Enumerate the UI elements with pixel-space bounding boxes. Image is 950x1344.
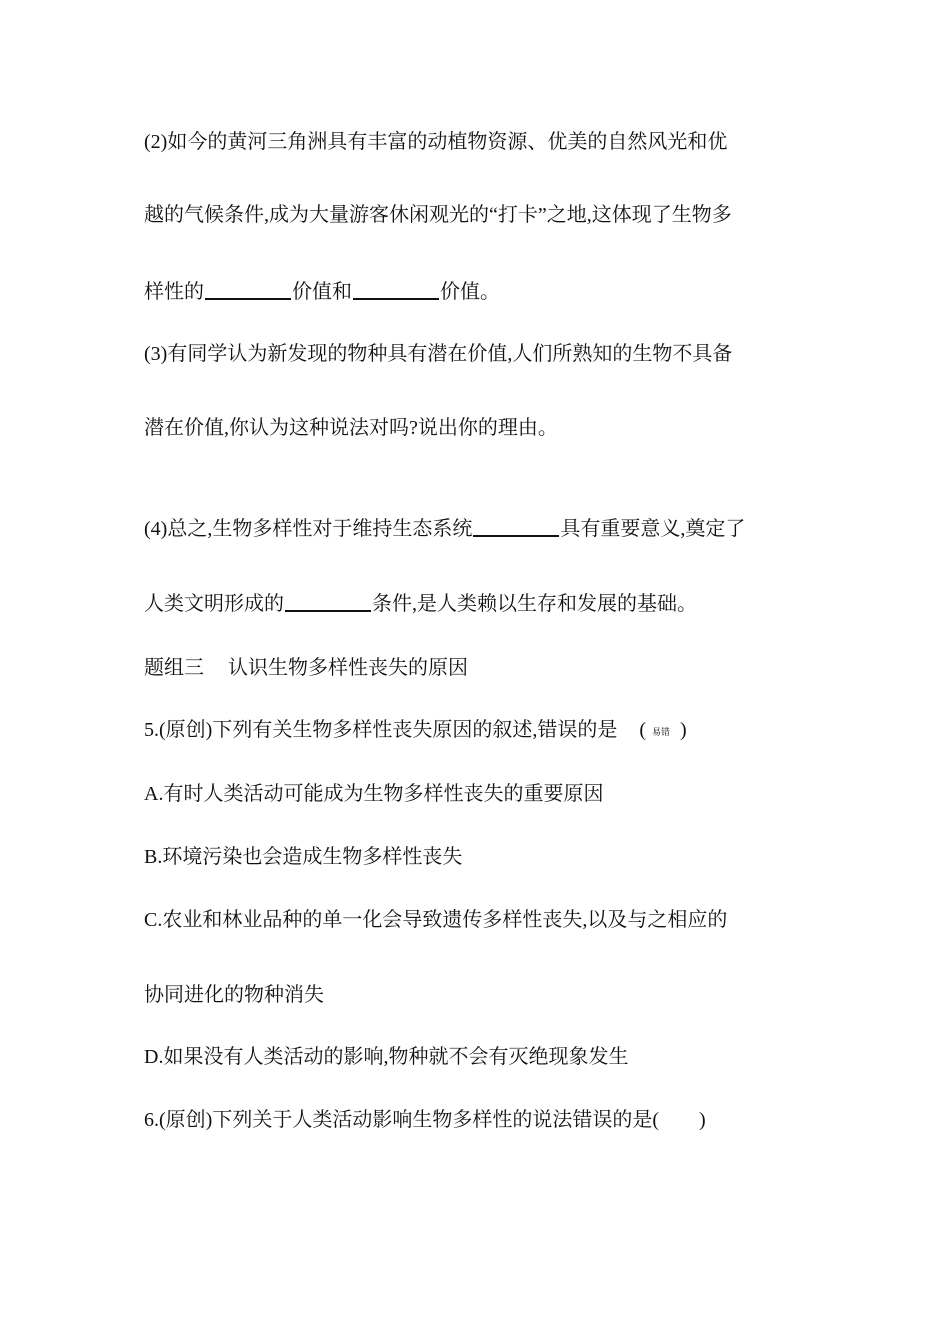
q5-option-c-line1[interactable]: C.农业和林业品种的单一化会导致遗传多样性丧失,以及与之相应的 <box>144 909 728 931</box>
answer-paren-open: ( <box>639 719 646 741</box>
q5-option-b[interactable]: B.环境污染也会造成生物多样性丧失 <box>144 846 463 868</box>
difficulty-tag: 易错 <box>652 727 671 737</box>
answer-blank[interactable] <box>353 278 439 300</box>
q4-p3-line1: (3)有同学认为新发现的物种具有潜在价值,人们所熟知的生物不具备 <box>144 343 733 365</box>
group-label: 题组三 <box>144 657 204 679</box>
q6-stem <box>144 1106 706 1134</box>
q4-p4-text: (4)总之,生物多样性对于维持生态系统 <box>144 518 473 540</box>
q4-p2-text: 样性的 <box>144 281 204 303</box>
q4-p2-line1: (2)如今的黄河三角洲具有丰富的动植物资源、优美的自然风光和优 <box>144 131 728 153</box>
q4-p4-text: 人类文明形成的 <box>144 593 284 615</box>
q4-p2-line2: 越的气候条件,成为大量游客休闲观光的“打卡”之地,这体现了生物多 <box>144 204 732 226</box>
answer-blank[interactable] <box>285 590 371 612</box>
group3-heading <box>144 654 468 682</box>
q4-p4-text: 具有重要意义,奠定了 <box>560 518 746 540</box>
question-stem: 5.(原创)下列有关生物多样性丧失原因的叙述,错误的是 <box>144 719 618 741</box>
q5-option-a[interactable]: A.有时人类活动可能成为生物多样性丧失的重要原因 <box>144 783 604 805</box>
q4-p4-line2 <box>144 590 697 618</box>
q5-option-d[interactable]: D.如果没有人类活动的影响,物种就不会有灭绝现象发生 <box>144 1046 629 1068</box>
answer-blank[interactable] <box>205 278 291 300</box>
question-stem: 6.(原创)下列关于人类活动影响生物多样性的说法错误的是( <box>144 1109 659 1131</box>
q4-p3-line2: 潜在价值,你认为这种说法对吗?说出你的理由。 <box>144 417 558 439</box>
answer-blank[interactable] <box>473 515 559 537</box>
q5-option-c-line2[interactable]: 协同进化的物种消失 <box>144 984 324 1006</box>
answer-paren-close: ) <box>698 1109 706 1131</box>
q5-stem <box>144 716 687 746</box>
answer-paren-close: ) <box>680 719 687 741</box>
q4-p4-line1 <box>144 515 745 543</box>
q4-p4-text: 条件,是人类赖以生存和发展的基础。 <box>372 593 697 615</box>
q4-p2-text: 价值。 <box>440 281 500 303</box>
group-title: 认识生物多样性丧失的原因 <box>228 657 468 679</box>
q4-p2-text: 价值和 <box>292 281 352 303</box>
q4-p2-line3 <box>144 278 500 306</box>
